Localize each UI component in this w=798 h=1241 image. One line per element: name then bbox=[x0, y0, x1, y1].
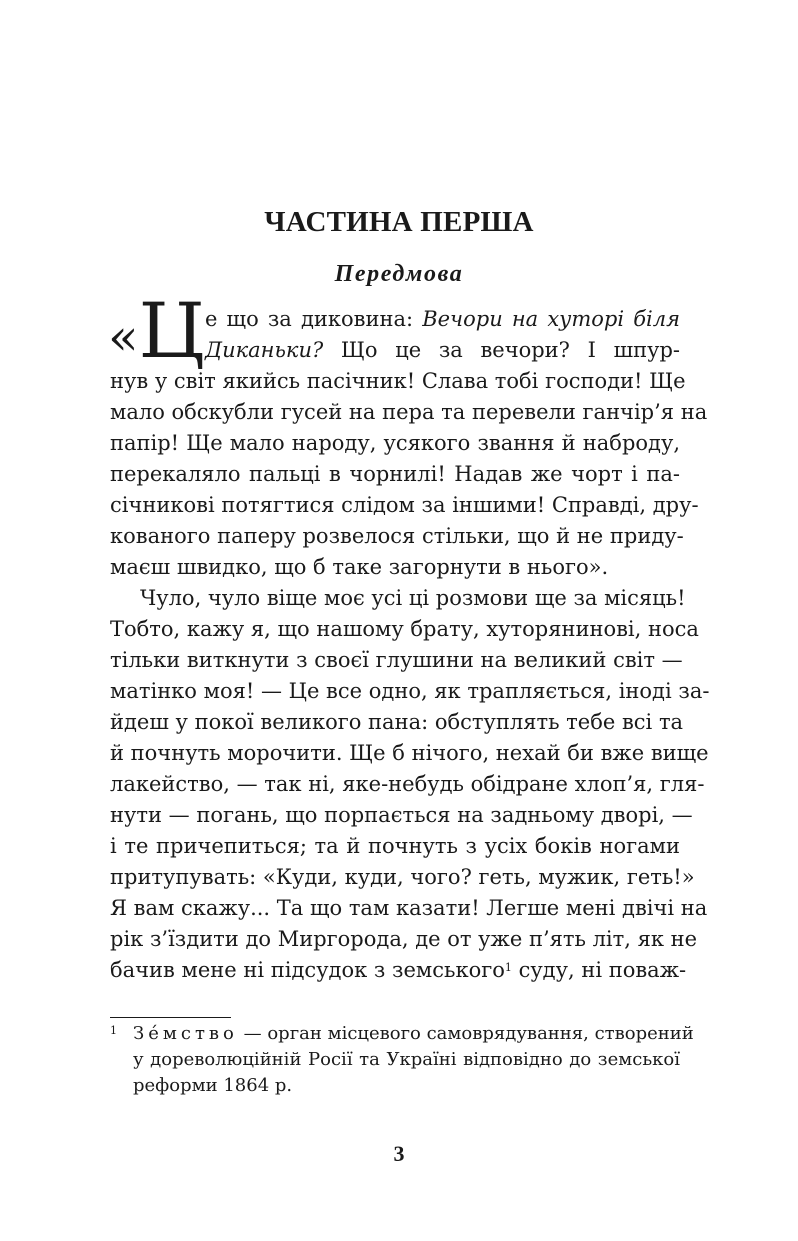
text-line-8: кованого паперу розвелося стільки, що й не приду- bbox=[110, 524, 684, 548]
text-line-7: січникові потягтися слідом за іншими! Справді, дру- bbox=[110, 493, 699, 517]
text-line-9: маєш швидко, що б таке загорнути в нього». bbox=[110, 555, 609, 579]
text-line-17: нути — погань, що порпається на задньому дворі, — bbox=[110, 803, 693, 827]
text-line-2: Диканьки? Що це за вечори? І шпур- bbox=[205, 338, 680, 362]
text-line-18: і те причепиться; та й почнуть з усіх боків ногами bbox=[110, 834, 680, 858]
footnote-divider bbox=[110, 1017, 231, 1018]
footnote-number: 1 bbox=[110, 1024, 117, 1037]
footnote-ref: 1 bbox=[504, 961, 512, 974]
drop-cap-quote: « bbox=[108, 308, 139, 366]
page-number: 3 bbox=[393, 1141, 405, 1166]
text-line-19: притупувать: «Куди, куди, чого? геть, мужик, геть!» bbox=[110, 865, 695, 889]
footnote-line-2: у дореволюційній Росії та Україні відповідно до земської bbox=[133, 1049, 680, 1070]
footnote-line-1: Зéмство — орган місцевого самоврядування, створений bbox=[133, 1023, 694, 1044]
text-line-14: йдеш у покої великого пана: обступлять тебе всі та bbox=[110, 710, 684, 734]
text-line-20: Я вам скажу... Та що там казати! Легше мені двічі на bbox=[110, 896, 708, 920]
text-line-1: е що за диковина: Вечори на хуторі біля bbox=[205, 307, 681, 331]
text-line-13: матінко моя! — Це все одно, як трапляється, іноді за- bbox=[110, 679, 710, 703]
text-line-15: й почнуть морочити. Ще б нічого, нехай би вже вище bbox=[110, 741, 709, 765]
text-line-22: бачив мене ні підсудок з земського$^1$ суду, ні поваж- bbox=[110, 958, 687, 982]
text-line-11: Тобто, кажу я, що нашому брату, хуторянинові, носа bbox=[110, 617, 699, 641]
text-line-10: Чуло, чуло віще моє усі ці розмови ще за місяць! bbox=[140, 586, 686, 610]
text-line-4: мало обскубли гусей на пера та перевели ганчір’я на bbox=[110, 400, 708, 424]
footnote-line-3: реформи 1864 р. bbox=[133, 1075, 293, 1096]
drop-cap-letter: Ц bbox=[138, 286, 205, 375]
footnote-term: Зéмство bbox=[133, 1023, 238, 1044]
part-title: ЧАСТИНА ПЕРША bbox=[264, 206, 534, 238]
text-line-3: нув у світ якийсь пасічник! Слава тобі господи! Ще bbox=[110, 369, 686, 393]
text-line-6: перекаляло пальці в чорнилі! Надав же чорт і па- bbox=[110, 462, 680, 486]
section-title: Передмова bbox=[334, 261, 464, 287]
drop-cap bbox=[108, 286, 205, 375]
text-line-21: рік з’їздити до Миргорода, де от уже п’ять літ, як не bbox=[110, 927, 698, 951]
text-line-5: папір! Ще мало народу, усякого звання й наброду, bbox=[110, 431, 680, 455]
text-line-16: лакейство, — так ні, яке-небудь обідране хлоп’я, гля- bbox=[110, 772, 705, 796]
text-line-12: тільки виткнути з своєї глушини на великий світ — bbox=[110, 648, 683, 672]
